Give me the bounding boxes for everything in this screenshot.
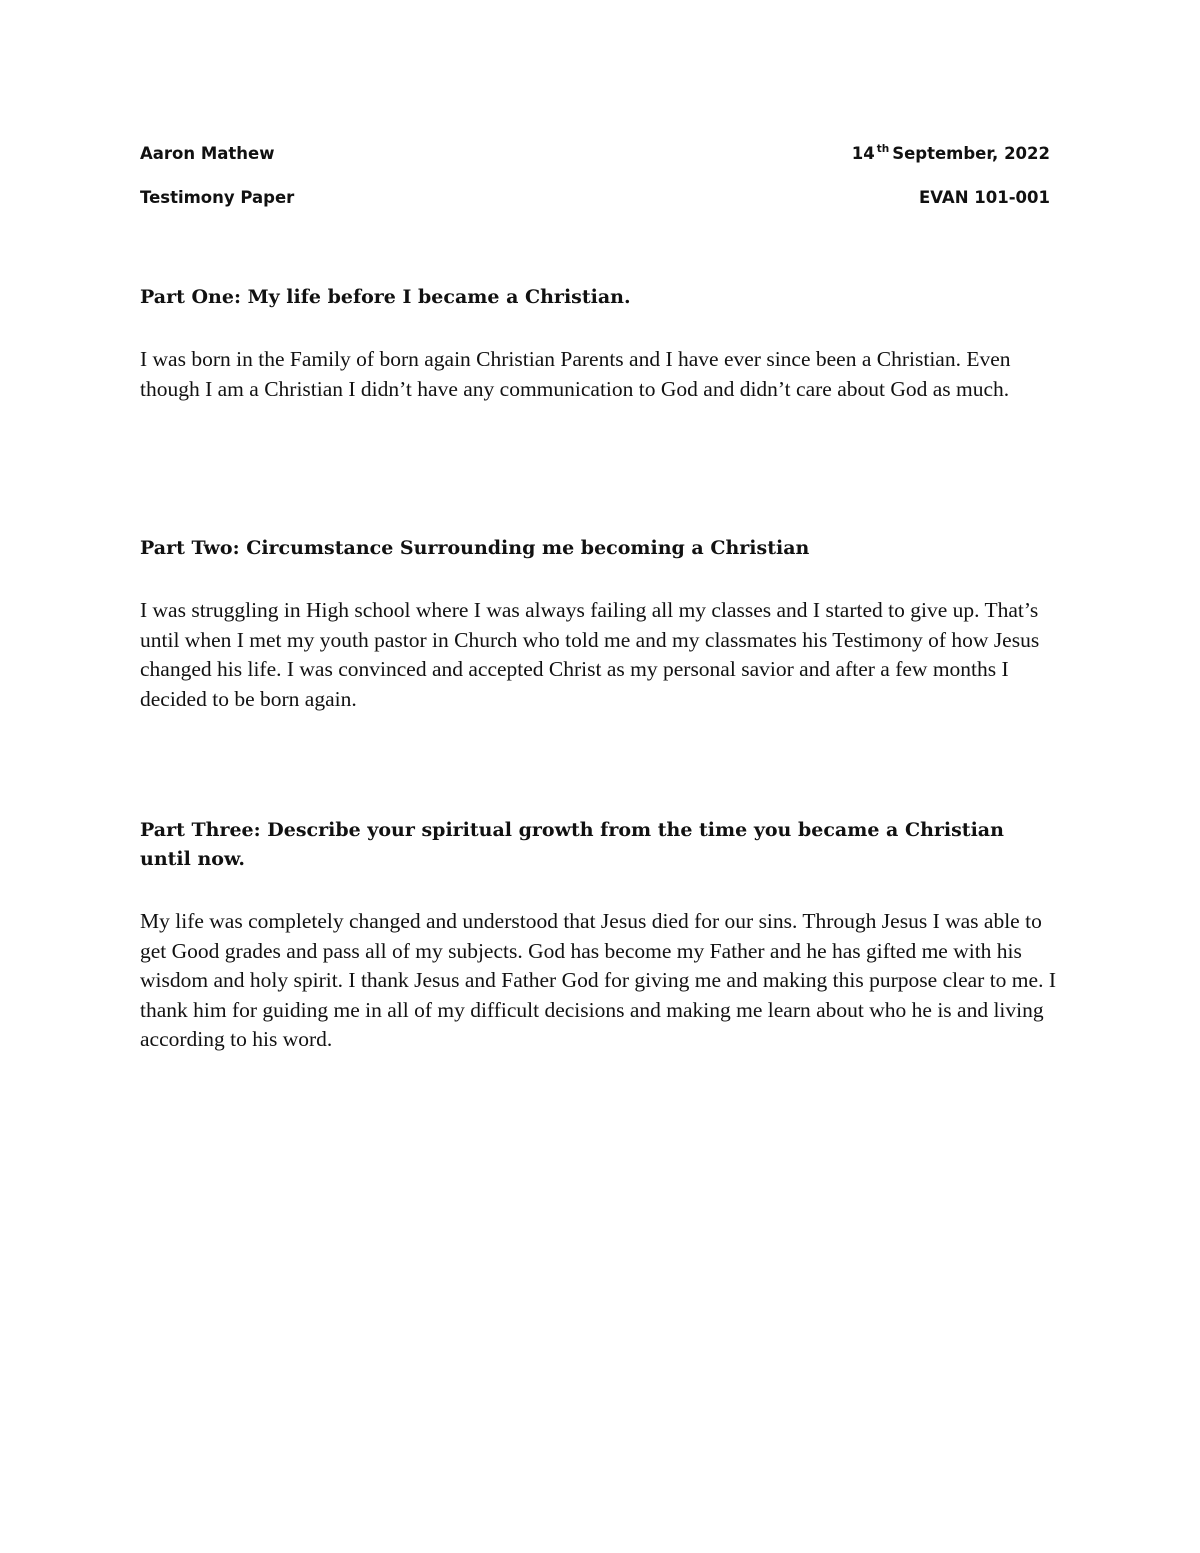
section-heading-part-one: Part One: My life before I became a Christian. [140,286,631,308]
date-suffix: th [876,143,890,155]
section-heading-part-two: Part Two: Circumstance Surrounding me becoming a Christian [140,537,810,559]
header-row-title-course [140,188,1050,214]
date-day: 14 [851,144,875,163]
paper-title: Testimony Paper [140,188,295,207]
section-body-part-three: My life was completely changed and understood that Jesus died for our sins. Through Jesus I was able to get Good grades and pass all of my subjects. God has become my Father and he has gifted me with his wisdom and holy spirit. I thank Jesus and Father God for giving me and making this purpose clear to me. I thank him for guiding me in all of my difficult decisions and making me learn about who he is and living according to his word. [140,909,1056,1051]
section-body-part-two: I was struggling in High school where I was always failing all my classes and I started to give up. That’s until when I met my youth pastor in Church who told me and my classmates his Testimony of how Jesus changed his life. I was convinced and accepted Christ as my personal savior and after a few months I decided to be born again. [140,598,1040,711]
header-row-author-date [140,144,1050,170]
section-heading-part-three: Part Three: Describe your spiritual growth from the time you became a Christian until now. [140,819,1004,870]
author-name: Aaron Mathew [140,144,275,163]
course-code: EVAN 101-001 [919,188,1050,207]
date-month-year: September, 2022 [892,144,1050,163]
section-body-part-one: I was born in the Family of born again Christian Parents and I have ever since been a Christian. Even though I am a Christian I didn’t have any communication to God and didn’t care about God as much. [140,347,1011,401]
submission-date [852,144,1050,163]
